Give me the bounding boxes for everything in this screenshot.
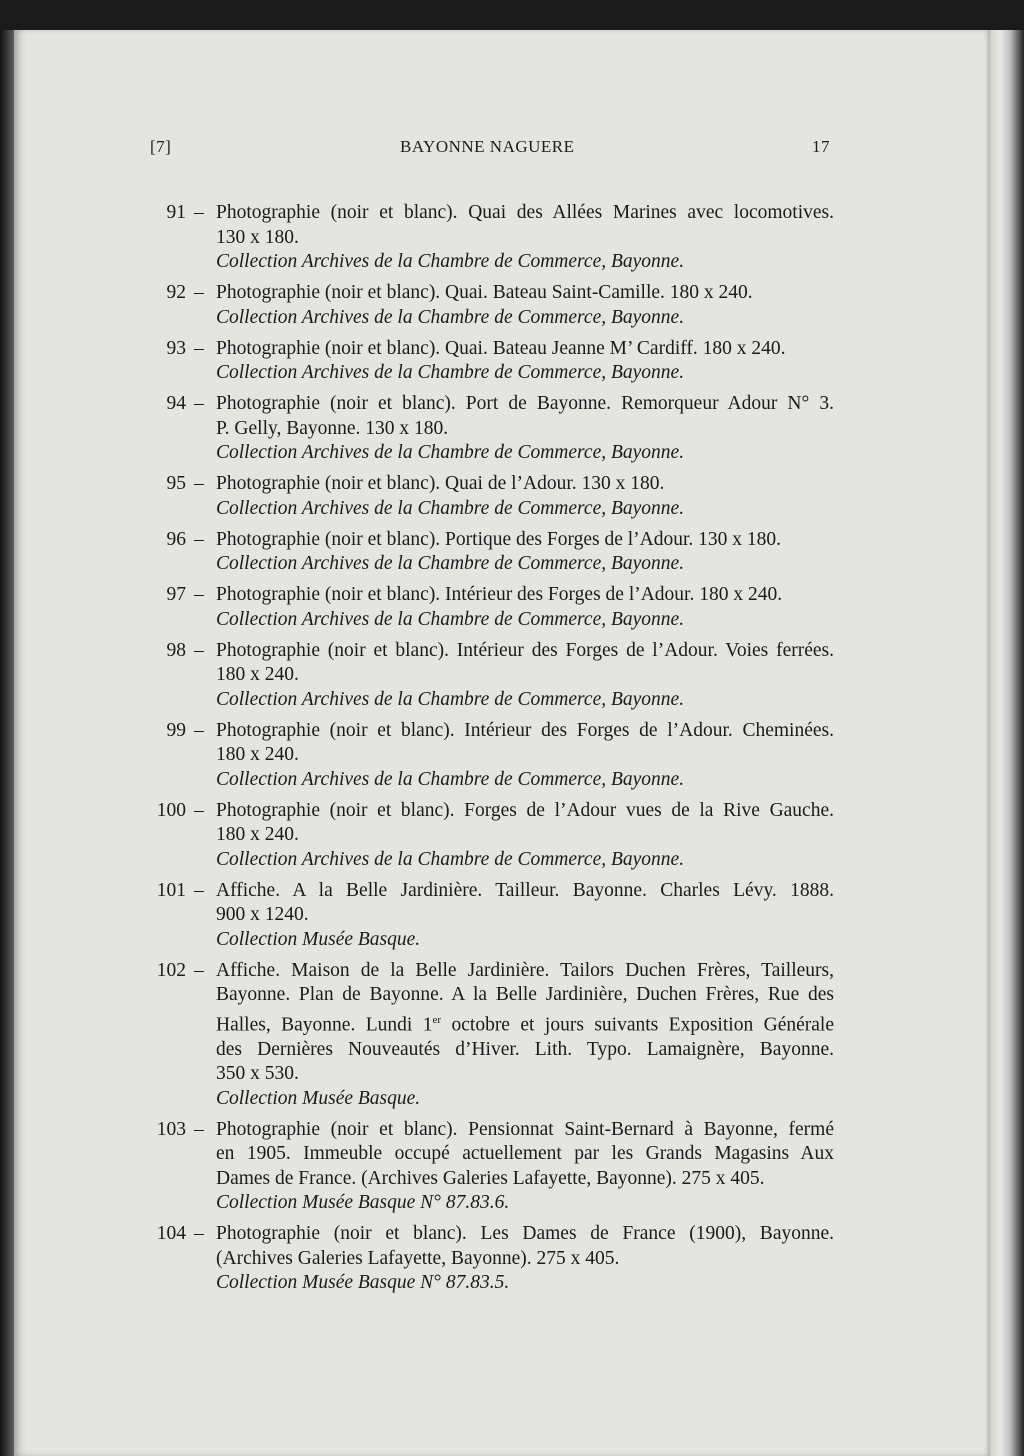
entry-collection: Collection Archives de la Chambre de Commerce, Bayonne. — [216, 306, 685, 328]
entry-number: 94 — [166, 393, 186, 414]
entry-number: 91 — [166, 202, 186, 223]
entry-collection: Collection Archives de la Chambre de Commerce, Bayonne. — [216, 768, 685, 790]
entry-description-line: Photographie (noir et blanc). Intérieur des Forges de l’Adour. 180 x 240. — [216, 584, 783, 605]
entry-collection: Collection Archives de la Chambre de Commerce, Bayonne. — [216, 608, 685, 630]
entry-collection: Collection Musée Basque N° 87.83.6. — [216, 1192, 510, 1213]
entry-description-line: 180 x 240. — [216, 664, 299, 685]
entry-description-line: Photographie (noir et blanc). Intérieur des Forges de l’Adour. Cheminées. — [216, 719, 834, 741]
entry-description-line: Photographie (noir et blanc). Port de Bayonne. Remorqueur Adour N° 3. — [216, 393, 834, 414]
entry-description-line: Photographie (noir et blanc). Quai. Bateau Jeanne M’ Cardiff. 180 x 240. — [216, 337, 786, 359]
entry-description-line: Photographie (noir et blanc). Intérieur des Forges de l’Adour. Voies ferrées. — [216, 639, 834, 661]
catalogue-list — [150, 201, 834, 1302]
chapter-number: [7] — [150, 137, 172, 156]
entry-description-line: Photographie (noir et blanc). Forges de l’Adour vues de la Rive Gauche. — [216, 799, 834, 821]
entry-description-line: en 1905. Immeuble occupé actuellement par les Grands Magasins Aux — [216, 1143, 834, 1164]
catalogue-entry — [150, 799, 834, 873]
dash: – — [194, 393, 204, 414]
entry-description-line: (Archives Galeries Lafayette, Bayonne). 275 x 405. — [216, 1247, 620, 1269]
entry-number: 93 — [166, 337, 186, 359]
entry-number: 104 — [156, 1223, 186, 1244]
dash: – — [194, 959, 204, 981]
entry-description-line: Halles, Bayonne. Lundi 1er octobre et jours suivants Exposition Générale — [216, 1013, 834, 1035]
page-edge — [990, 30, 1024, 1456]
catalogue-entry — [150, 639, 834, 713]
entry-collection: Collection Archives de la Chambre de Commerce, Bayonne. — [216, 553, 685, 574]
entry-number: 103 — [156, 1118, 186, 1140]
catalogue-entry — [150, 719, 834, 793]
entry-description-line: 180 x 240. — [216, 744, 299, 765]
entry-description-line: Photographie (noir et blanc). Pensionnat Saint-Bernard à Bayonne, fermé — [216, 1118, 834, 1140]
dash: – — [194, 639, 204, 661]
entry-description-line: Dames de France. (Archives Galeries Lafayette, Bayonne). 275 x 405. — [216, 1167, 765, 1189]
entry-number: 100 — [156, 799, 186, 821]
entry-collection: Collection Musée Basque. — [216, 928, 421, 950]
entry-collection: Collection Archives de la Chambre de Commerce, Bayonne. — [216, 497, 685, 519]
dash: – — [194, 1223, 204, 1244]
entry-description-line: des Dernières Nouveautés d’Hiver. Lith. Typo. Lamaignère, Bayonne. — [216, 1038, 834, 1060]
entry-number: 101 — [156, 879, 186, 901]
entry-description-line: Photographie (noir et blanc). Quai. Bateau Saint-Camille. 180 x 240. — [216, 282, 753, 303]
entry-description-line: 350 x 530. — [216, 1063, 299, 1084]
entry-description-line: Photographie (noir et blanc). Portique des Forges de l’Adour. 130 x 180. — [216, 528, 782, 550]
catalogue-entry — [150, 583, 834, 632]
entry-number: 99 — [166, 719, 186, 741]
dash: – — [194, 202, 204, 223]
catalogue-entry — [150, 472, 834, 521]
entry-number: 98 — [166, 639, 186, 661]
entry-description-line: Photographie (noir et blanc). Quai de l’Adour. 130 x 180. — [216, 473, 665, 494]
entry-number: 95 — [166, 473, 186, 494]
catalogue-entry — [150, 959, 834, 1112]
entry-description-line: Bayonne. Plan de Bayonne. A la Belle Jardinière, Duchen Frères, Rue des — [216, 984, 834, 1005]
entry-number: 92 — [166, 282, 186, 303]
dash: – — [194, 473, 204, 494]
catalogue-entry — [150, 1222, 834, 1296]
entry-number: 96 — [166, 528, 186, 550]
dash: – — [194, 719, 204, 741]
catalogue-entry — [150, 528, 834, 577]
entry-collection: Collection Musée Basque. — [216, 1087, 421, 1109]
entry-description-line: 130 x 180. — [216, 226, 299, 248]
entry-number: 97 — [166, 584, 186, 605]
entry-description-line: Photographie (noir et blanc). Les Dames de France (1900), Bayonne. — [216, 1223, 834, 1244]
dash: – — [194, 584, 204, 605]
entry-description-line: Affiche. A la Belle Jardinière. Tailleur. Bayonne. Charles Lévy. 1888. — [216, 879, 834, 901]
catalogue-entry — [150, 281, 834, 330]
dash: – — [194, 1118, 204, 1140]
dash: – — [194, 282, 204, 303]
catalogue-entry — [150, 1118, 834, 1216]
entry-description-line: 180 x 240. — [216, 824, 299, 845]
dash: – — [194, 528, 204, 550]
entry-collection: Collection Archives de la Chambre de Commerce, Bayonne. — [216, 251, 685, 272]
dash: – — [194, 879, 204, 901]
entry-description-line: Affiche. Maison de la Belle Jardinière. Tailors Duchen Frères, Tailleurs, — [216, 959, 834, 981]
catalogue-entry — [150, 879, 834, 953]
dash: – — [194, 799, 204, 821]
entry-collection: Collection Archives de la Chambre de Commerce, Bayonne. — [216, 688, 685, 710]
entry-description-line: P. Gelly, Bayonne. 130 x 180. — [216, 417, 449, 439]
entry-collection: Collection Archives de la Chambre de Commerce, Bayonne. — [216, 442, 685, 463]
entry-collection: Collection Archives de la Chambre de Commerce, Bayonne. — [216, 848, 685, 870]
catalogue-entry — [150, 201, 834, 275]
page-number: 17 — [812, 137, 830, 156]
entry-description-line: 900 x 1240. — [216, 904, 309, 925]
catalogue-entry — [150, 337, 834, 386]
dash: – — [194, 337, 204, 359]
running-title: BAYONNE NAGUERE — [400, 137, 575, 156]
entry-number: 102 — [156, 959, 186, 981]
entry-collection: Collection Musée Basque N° 87.83.5. — [216, 1272, 510, 1293]
catalogue-entry — [150, 392, 834, 466]
entry-description-line: Photographie (noir et blanc). Quai des Allées Marines avec locomotives. — [216, 202, 834, 223]
entry-collection: Collection Archives de la Chambre de Commerce, Bayonne. — [216, 362, 685, 383]
